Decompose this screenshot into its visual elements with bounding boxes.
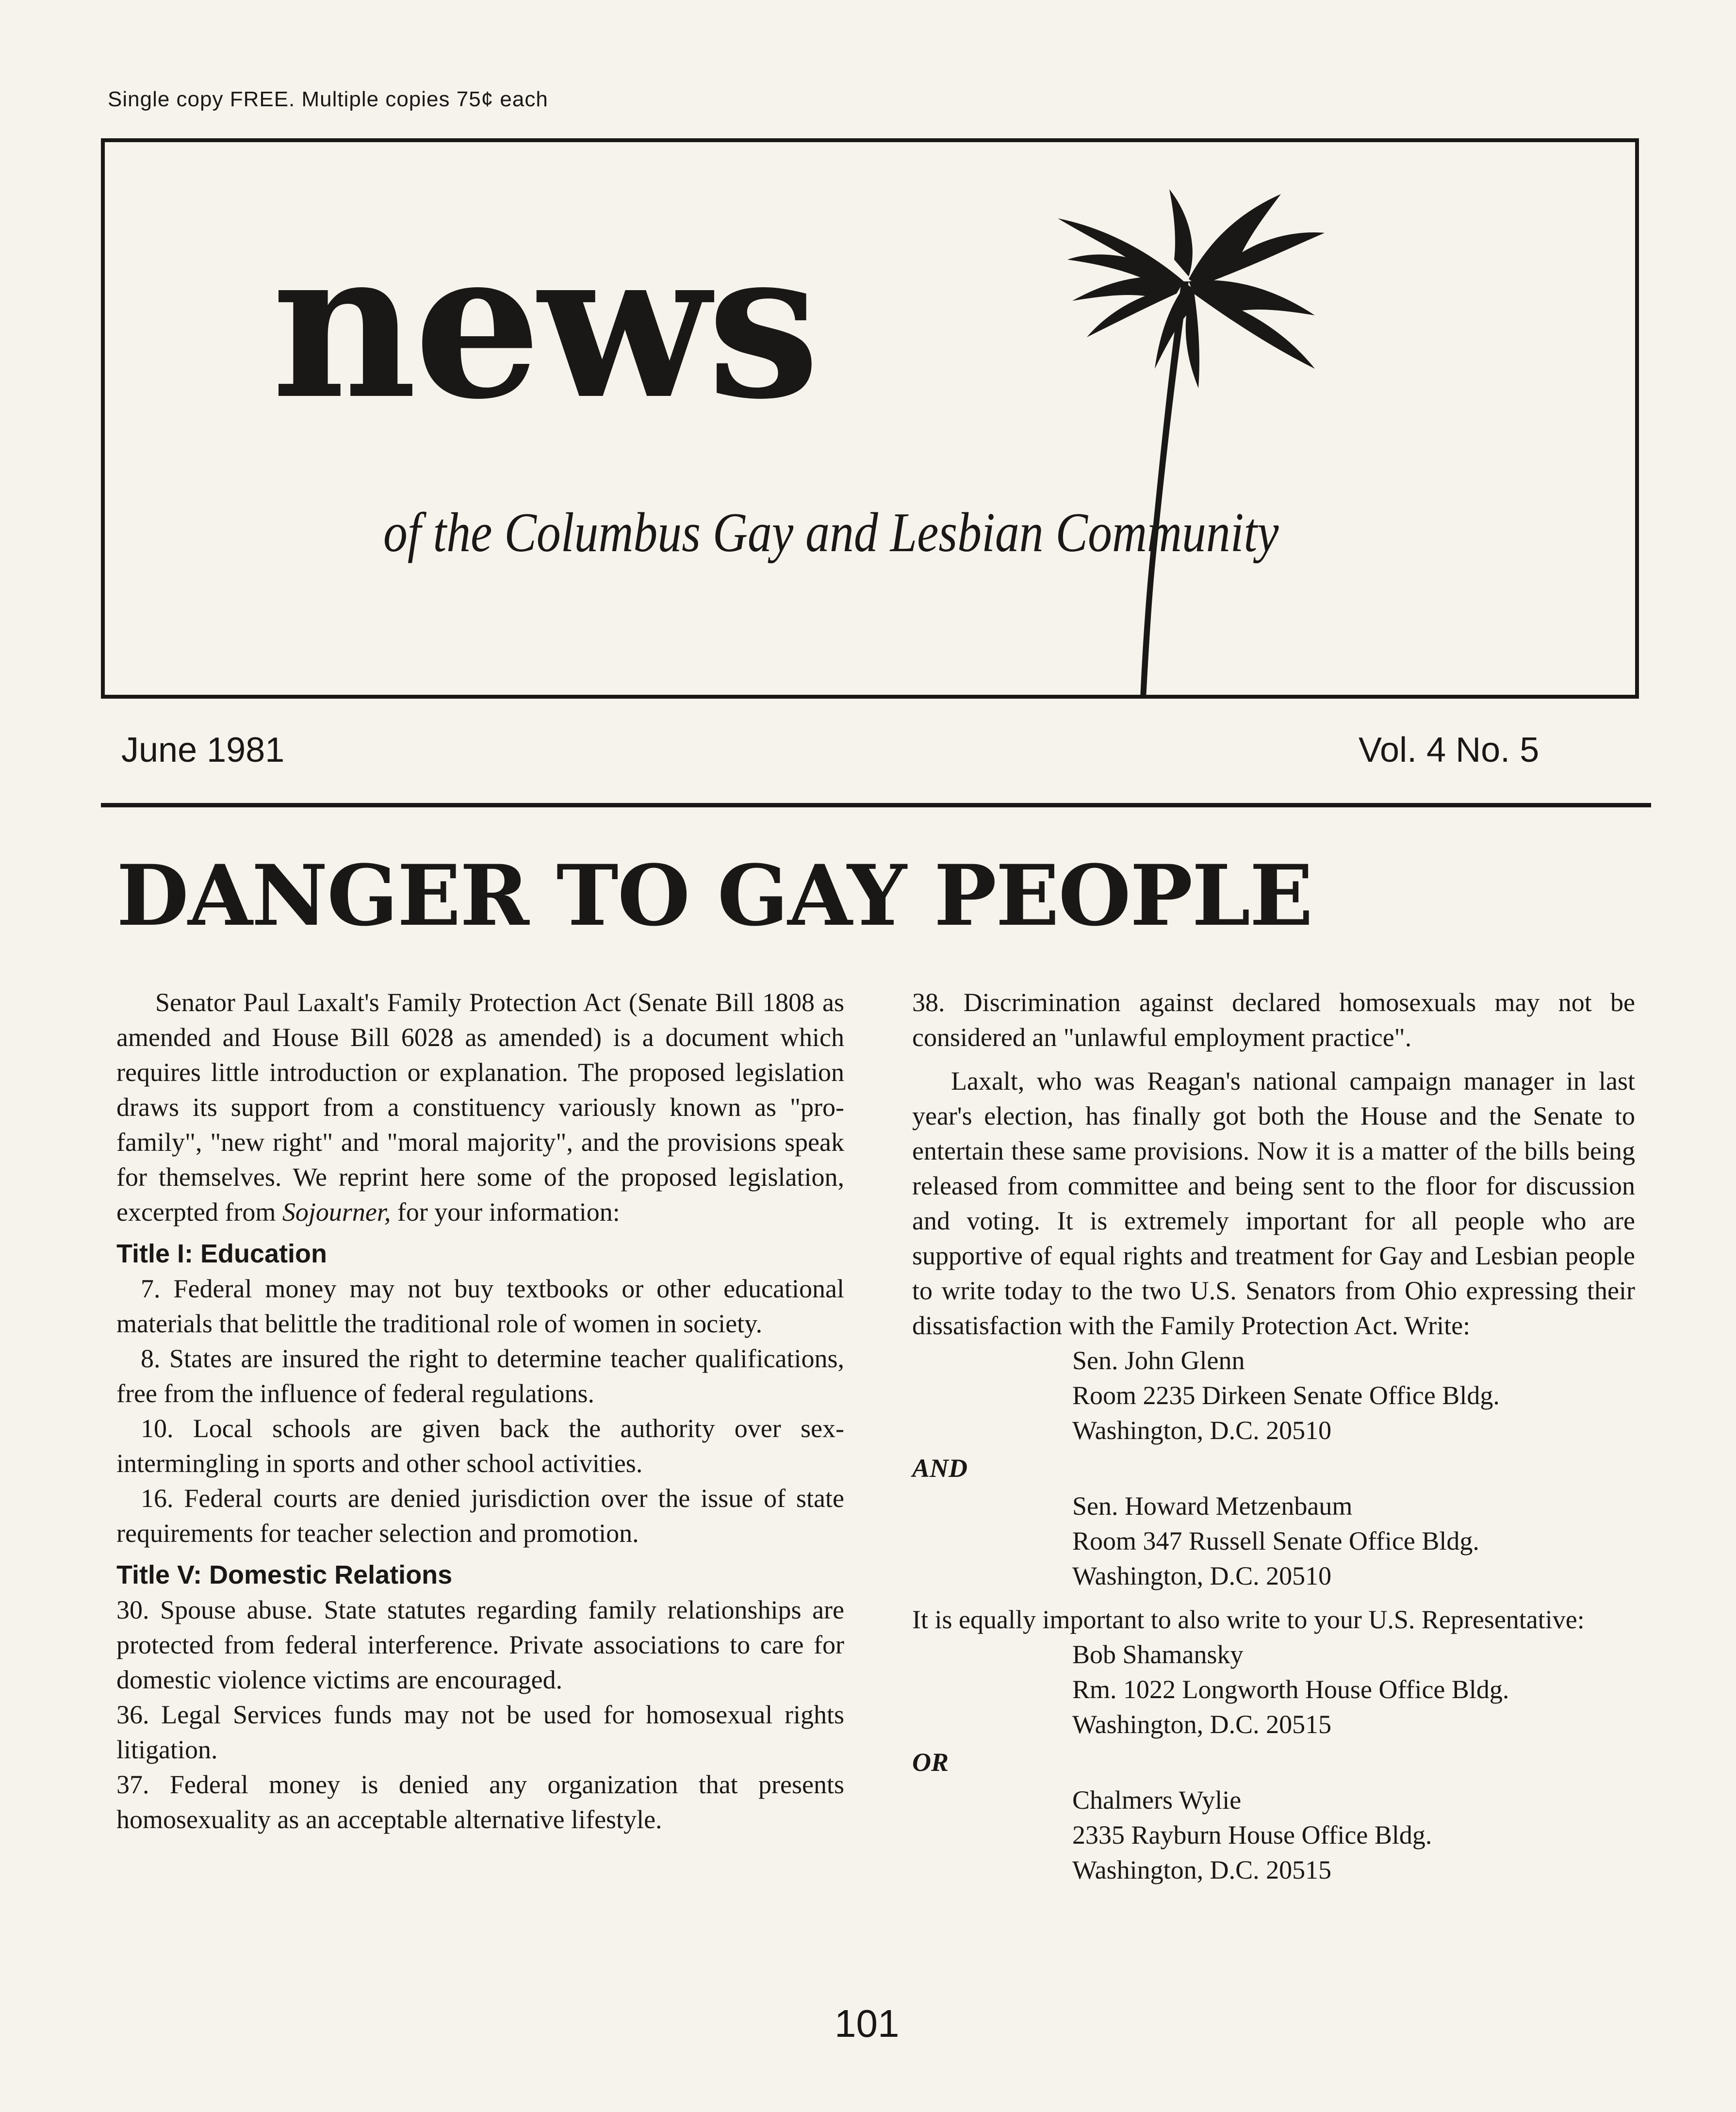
address-line: 2335 Rayburn House Office Bldg. <box>1072 1820 1432 1850</box>
provision-item: 36. Legal Services funds may not be used for homosexual rights litigation. <box>116 1700 844 1764</box>
article-column-left <box>116 985 844 1837</box>
issue-date: June 1981 <box>121 731 285 769</box>
provision-item: 7. Federal money may not buy textbooks or other educational materials that belittle the traditional role of women in society. <box>116 1274 844 1338</box>
address-line: Washington, D.C. 20510 <box>1072 1416 1332 1445</box>
address-line: Room 347 Russell Senate Office Bldg. <box>1072 1526 1479 1555</box>
address-line: Sen. John Glenn <box>1072 1346 1245 1375</box>
address-line: Rm. 1022 Longworth House Office Bldg. <box>1072 1675 1509 1704</box>
issue-volume: Vol. 4 No. 5 <box>1359 731 1539 769</box>
address-line: Sen. Howard Metzenbaum <box>1072 1491 1353 1521</box>
provision-item: 37. Federal money is denied any organization that presents homosexuality as an acceptable alternative lifestyle. <box>116 1770 844 1834</box>
or-label: OR <box>912 1748 949 1777</box>
copy-price-note: Single copy FREE. Multiple copies 75¢ each <box>108 87 548 111</box>
intro-text-end: for your information: <box>397 1197 620 1227</box>
palm-tree-logo <box>898 160 1383 718</box>
and-label: AND <box>912 1454 968 1483</box>
address-line: Bob Shamansky <box>1072 1640 1244 1669</box>
address-line: Washington, D.C. 20515 <box>1072 1855 1332 1884</box>
article-column-right <box>912 985 1635 1887</box>
article-headline: DANGER TO GAY PEOPLE <box>116 846 1312 945</box>
laxalt-paragraph: Laxalt, who was Reagan's national campaign manager in last year's election, has finally got both the House and the Senate to entertain these same provisions. Now it is a matter of the bills being released from committee and being sent to the floor for discussion and voting. It is extremely important for all people who are supportive of equal rights and treatment for Gay and Lesbian people to write today to the two U.S. Senators from Ohio expressing their dissatisfaction with the Family Protection Act. Write: <box>912 1066 1635 1340</box>
newsletter-title: news <box>272 205 817 444</box>
section-heading-domestic-relations: Title V: Domestic Relations <box>116 1560 453 1589</box>
intro-text: Senator Paul Laxalt's Family Protection Act (Senate Bill 1808 as amended and House Bill 6028 as amended) is a document which requires little introduction or explanation. The proposed legislation draws its support from a constituency variously known as "pro-family", "new right" and "moral majority", and the provisions speak for themselves. We reprint here some of the proposed legislation, excerpted from <box>116 988 844 1227</box>
page-number: 101 <box>835 2002 900 2045</box>
address-line: Chalmers Wylie <box>1072 1785 1242 1815</box>
header-divider <box>101 803 1651 807</box>
representative-paragraph: It is equally important to also write to your U.S. Representative: <box>912 1605 1585 1634</box>
address-line: Room 2235 Dirkeen Senate Office Bldg. <box>1072 1381 1500 1410</box>
address-line: Washington, D.C. 20510 <box>1072 1561 1332 1590</box>
provision-item: 30. Spouse abuse. State statutes regarding family relationships are protected from federal interference. Private associations to care for domestic violence victims are encouraged. <box>116 1595 844 1694</box>
address-line: Washington, D.C. 20515 <box>1072 1710 1332 1739</box>
intro-paragraph <box>116 985 844 1229</box>
section-heading-education: Title I: Education <box>116 1239 328 1268</box>
provision-item: 10. Local schools are given back the authority over sex-intermingling in sports and other school activities. <box>116 1414 844 1478</box>
source-name: Sojourner, <box>282 1197 391 1227</box>
provision-item: 16. Federal courts are denied jurisdiction over the issue of state requirements for teacher selection and promotion. <box>116 1484 844 1548</box>
provision-item: 38. Discrimination against declared homosexuals may not be considered an "unlawful employment practice". <box>912 988 1635 1052</box>
provision-item: 8. States are insured the right to determine teacher qualifications, free from the influence of federal regulations. <box>116 1344 844 1408</box>
newsletter-subtitle: of the Columbus Gay and Lesbian Community <box>383 502 1279 564</box>
